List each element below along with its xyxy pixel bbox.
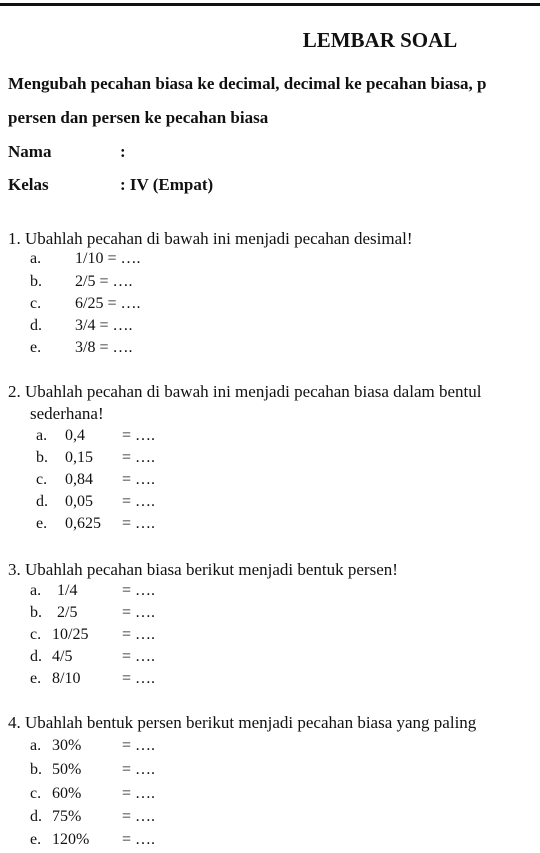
item-expression: 4/5 [52,648,73,665]
question-1-prompt: 1. Ubahlah pecahan di bawah ini menjadi pecahan desimal! [8,229,413,248]
item-expression: 120% [52,831,90,848]
item-label: c. [30,785,42,802]
question-2-prompt-continued: sederhana! [30,404,104,423]
item-answer-blank: = …. [122,670,156,687]
item-expression: 10/25 [52,626,89,643]
item-answer-blank: = …. [122,471,156,488]
name-label: Nama [8,142,52,161]
item-answer-blank: = …. [122,808,156,825]
item-expression: 30% [52,737,82,754]
item-label: d. [30,808,42,825]
item-label: b. [30,273,42,290]
item-answer-blank: = …. [122,737,156,754]
item-expression: 6/25 = …. [75,295,141,312]
item-expression: 0,625 [65,515,101,532]
page-title: LEMBAR SOAL [302,28,458,52]
item-label: b. [30,761,42,778]
item-label: a. [30,250,42,267]
item-expression: 0,84 [65,471,93,488]
name-value: : [120,142,126,161]
item-expression: 3/8 = …. [75,339,133,356]
item-expression: 60% [52,785,82,802]
item-answer-blank: = …. [122,626,156,643]
item-label: c. [30,295,42,312]
item-label: e. [30,670,42,687]
item-label: c. [36,471,48,488]
class-value: : IV (Empat) [120,175,214,194]
item-answer-blank: = …. [122,785,156,802]
item-label: d. [30,648,42,665]
item-label: a. [30,737,42,754]
question-4-prompt: 4. Ubahlah bentuk persen berikut menjadi pecahan biasa yang paling [8,713,477,732]
item-label: d. [30,317,42,334]
item-expression: 1/10 = …. [75,250,141,267]
worksheet-subtitle-line2: persen dan persen ke pecahan biasa [8,108,269,127]
item-label: b. [36,449,48,466]
item-answer-blank: = …. [122,604,156,621]
item-answer-blank: = …. [122,831,156,848]
item-answer-blank: = …. [122,493,156,510]
item-label: e. [30,831,42,848]
question-3-prompt: 3. Ubahlah pecahan biasa berikut menjadi bentuk persen! [8,560,398,579]
item-answer-blank: = …. [122,582,156,599]
item-expression: 2/5 [57,604,78,621]
item-answer-blank: = …. [122,648,156,665]
item-expression: 75% [52,808,82,825]
item-answer-blank: = …. [122,427,156,444]
item-label: d. [36,493,48,510]
item-label: e. [36,515,48,532]
item-expression: 2/5 = …. [75,273,133,290]
item-label: a. [30,582,42,599]
item-answer-blank: = …. [122,449,156,466]
item-expression: 0,4 [65,427,85,444]
worksheet-subtitle-line1: Mengubah pecahan biasa ke decimal, decimal ke pecahan biasa, p [8,74,487,93]
item-label: e. [30,339,42,356]
item-expression: 1/4 [57,582,78,599]
top-rule [0,3,540,6]
item-label: b. [30,604,42,621]
item-answer-blank: = …. [122,761,156,778]
item-expression: 3/4 = …. [75,317,133,334]
item-label: a. [36,427,48,444]
item-expression: 0,15 [65,449,93,466]
question-2-prompt: 2. Ubahlah pecahan di bawah ini menjadi pecahan biasa dalam bentul [8,382,482,401]
item-expression: 50% [52,761,82,778]
item-answer-blank: = …. [122,515,156,532]
item-expression: 8/10 [52,670,81,687]
class-label: Kelas [8,175,49,194]
item-label: c. [30,626,42,643]
item-expression: 0,05 [65,493,93,510]
